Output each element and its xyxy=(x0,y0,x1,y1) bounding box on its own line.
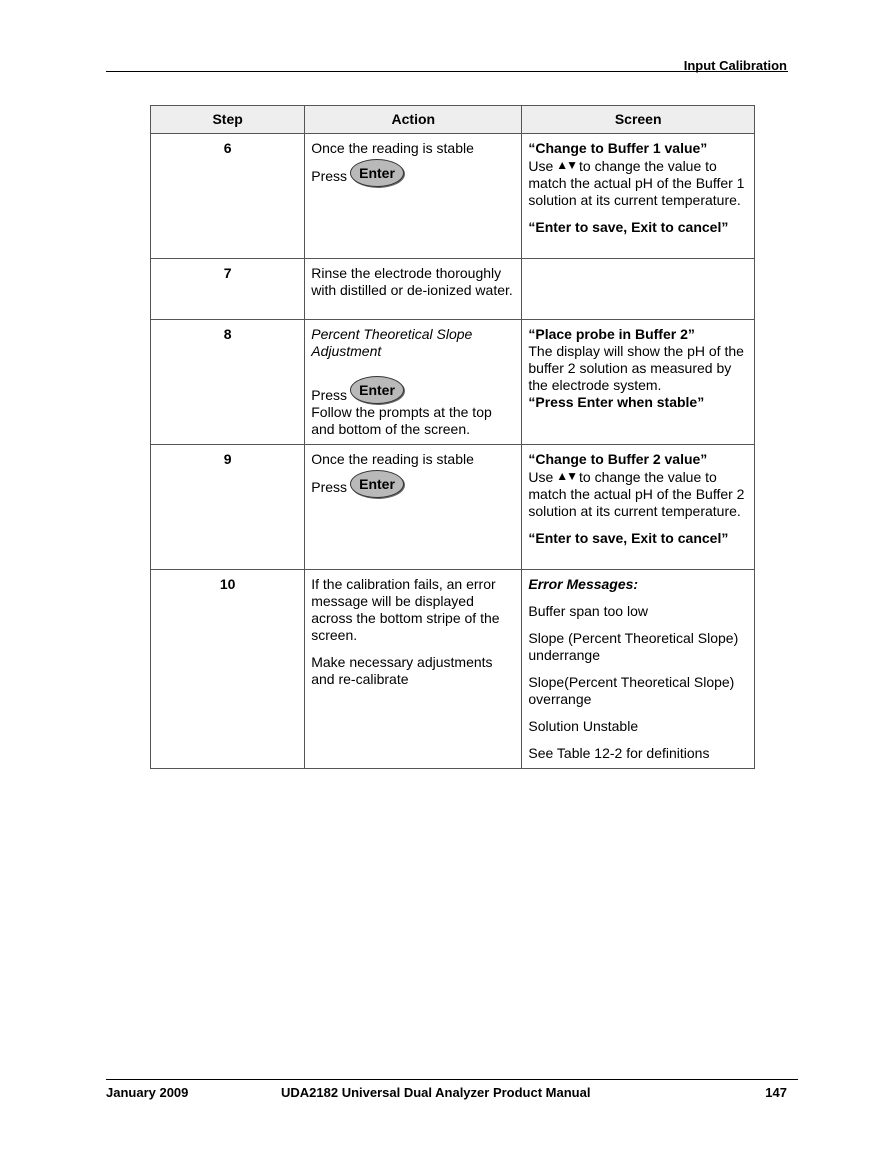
action-cell xyxy=(305,320,522,445)
table-header-row xyxy=(151,106,755,134)
screen-cell xyxy=(522,570,755,769)
page-number: 147 xyxy=(765,1085,787,1100)
footer-rule xyxy=(106,1079,798,1080)
screen-prompt-footer: “Enter to save, Exit to cancel” xyxy=(528,219,729,235)
error-message: Slope(Percent Theoretical Slope) overrange xyxy=(528,674,735,707)
step-number: 10 xyxy=(151,570,305,769)
error-message: Slope (Percent Theoretical Slope) underrange xyxy=(528,630,739,663)
press-instruction xyxy=(311,470,515,498)
action-text: Once the reading is stable xyxy=(311,140,474,156)
press-label: Press xyxy=(311,168,348,184)
enter-key-icon: Enter xyxy=(350,376,404,404)
action-text: If the calibration fails, an error message will be displayed across the bottom stripe of the screen. xyxy=(311,576,500,643)
action-cell xyxy=(305,570,522,769)
screen-prompt-title: “Place probe in Buffer 2” xyxy=(528,326,695,342)
screen-prompt-title: “Change to Buffer 2 value” xyxy=(528,451,708,467)
screen-prompt-footer: “Enter to save, Exit to cancel” xyxy=(528,530,729,546)
step-number: 7 xyxy=(151,259,305,320)
table-row xyxy=(151,570,755,769)
screen-description xyxy=(528,157,748,209)
step-number: 9 xyxy=(151,445,305,570)
column-header-screen: Screen xyxy=(522,106,755,134)
table-row xyxy=(151,259,755,320)
table-row xyxy=(151,320,755,445)
press-instruction xyxy=(311,376,515,404)
screen-cell xyxy=(522,445,755,570)
action-italic-heading: Percent Theoretical Slope Adjustment xyxy=(311,326,473,359)
column-header-step: Step xyxy=(151,106,305,134)
screen-description xyxy=(528,468,748,520)
screen-cell xyxy=(522,320,755,445)
screen-prompt-footer: “Press Enter when stable” xyxy=(528,394,705,410)
up-down-arrows-icon: ▲▼ xyxy=(556,158,577,172)
calibration-steps-table xyxy=(150,105,755,769)
screen-body: The display will show the pH of the buffer 2 solution as measured by the electrode system. xyxy=(528,343,744,393)
screen-cell xyxy=(522,259,755,320)
use-label: Use xyxy=(528,158,554,174)
action-cell xyxy=(305,259,522,320)
screen-prompt-title: “Change to Buffer 1 value” xyxy=(528,140,708,156)
action-follow-text: Follow the prompts at the top and bottom of the screen. xyxy=(311,404,492,437)
use-label: Use xyxy=(528,469,554,485)
up-down-arrows-icon: ▲▼ xyxy=(556,469,577,483)
action-cell xyxy=(305,134,522,259)
press-label: Press xyxy=(311,387,348,403)
press-instruction xyxy=(311,159,515,187)
screen-body: to change the value to match the actual pH of the Buffer 1 solution at its current temperature. xyxy=(528,158,745,208)
action-text: Once the reading is stable xyxy=(311,451,474,467)
error-message: Buffer span too low xyxy=(528,603,648,619)
footer-manual-title: UDA2182 Universal Dual Analyzer Product Manual xyxy=(281,1085,591,1100)
table-row xyxy=(151,445,755,570)
enter-key-icon: Enter xyxy=(350,159,404,187)
column-header-action: Action xyxy=(305,106,522,134)
action-cell xyxy=(305,445,522,570)
screen-body: to change the value to match the actual pH of the Buffer 2 solution at its current temperature. xyxy=(528,469,745,519)
footer-date: January 2009 xyxy=(106,1085,189,1100)
enter-key-icon: Enter xyxy=(350,470,404,498)
table-reference-note: See Table 12-2 for definitions xyxy=(528,745,710,761)
error-message: Solution Unstable xyxy=(528,718,639,734)
step-number: 8 xyxy=(151,320,305,445)
header-rule xyxy=(106,71,788,72)
step-number: 6 xyxy=(151,134,305,259)
action-text: Rinse the electrode thoroughly with distilled or de-ionized water. xyxy=(311,265,513,298)
screen-cell xyxy=(522,134,755,259)
press-label: Press xyxy=(311,479,348,495)
section-title: Input Calibration xyxy=(683,58,787,73)
error-messages-title: Error Messages: xyxy=(528,576,639,592)
table-row xyxy=(151,134,755,259)
action-text-2: Make necessary adjustments and re-calibrate xyxy=(311,654,493,687)
